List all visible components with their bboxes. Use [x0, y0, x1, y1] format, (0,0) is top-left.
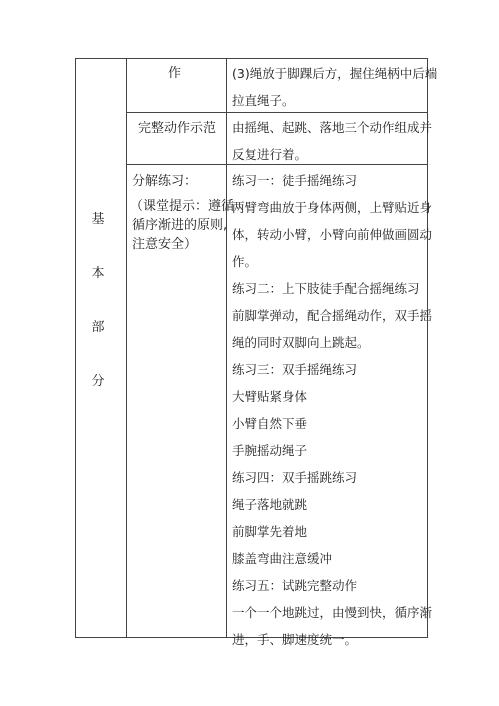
text-line: 练习五：试跳完整动作 [232, 578, 358, 593]
text-line: 膝盖弯曲注意缓冲 [232, 551, 333, 566]
text-line: 作。 [232, 254, 258, 269]
text-line: 进，手、脚速度统一。 [232, 632, 358, 647]
text-line: 练习二：上下肢徒手配合摇绳练习 [232, 281, 420, 296]
text-line: 一个一个地跳过，由慢到快，循序渐 [232, 605, 433, 620]
section-char-3: 部 [91, 320, 105, 335]
text-line: 绳的同时双脚向上跳起。 [232, 335, 370, 350]
row3-left-hint-1: （课堂提示：遵循 [130, 199, 235, 214]
text-line: 拉直绳子。 [232, 93, 295, 108]
row3-left-hint-2: 循序渐进的原则, [132, 218, 228, 233]
text-line: 练习三：双手摇绳练习 [232, 362, 358, 377]
row3-left-hint-3: 注意安全） [132, 237, 198, 252]
text-line: 体，转动小臂，小臂向前伸做画圆动 [232, 227, 433, 242]
text-line: 前脚掌弹动，配合摇绳动作，双手摇 [232, 308, 433, 323]
text-line: 手腕摇动绳子 [232, 443, 308, 458]
row2-left-label: 完整动作示范 [138, 121, 217, 136]
section-char-2: 本 [91, 266, 105, 281]
row1-right-text [232, 60, 452, 114]
text-line: 练习一：徒手摇绳练习 [232, 173, 358, 188]
text-line: 大臂贴紧身体 [232, 389, 308, 404]
table-border-left [75, 58, 76, 638]
row2-right-text [232, 114, 452, 168]
row1-left-label: 作 [168, 66, 182, 81]
section-char-4: 分 [91, 374, 105, 389]
row3-left-title: 分解练习： [132, 174, 198, 189]
table-divider-section [126, 58, 127, 638]
text-line: 前脚掌先着地 [232, 524, 308, 539]
table-border-top [75, 58, 428, 59]
text-line: 小臂自然下垂 [232, 416, 308, 431]
text-line: (3)绳放于脚踝后方，握住绳柄中后端 [232, 66, 438, 81]
text-line: 由摇绳、起跳、落地三个动作组成并 [232, 120, 433, 135]
row3-right-text [232, 167, 452, 653]
text-line: 两臂弯曲放于身体两侧，上臂贴近身 [232, 200, 433, 215]
text-line: 反复进行着。 [232, 147, 308, 162]
table-divider-content [226, 58, 227, 638]
text-line: 练习四：双手摇跳练习 [232, 470, 358, 485]
text-line: 绳子落地就跳 [232, 497, 308, 512]
section-char-1: 基 [91, 212, 105, 227]
